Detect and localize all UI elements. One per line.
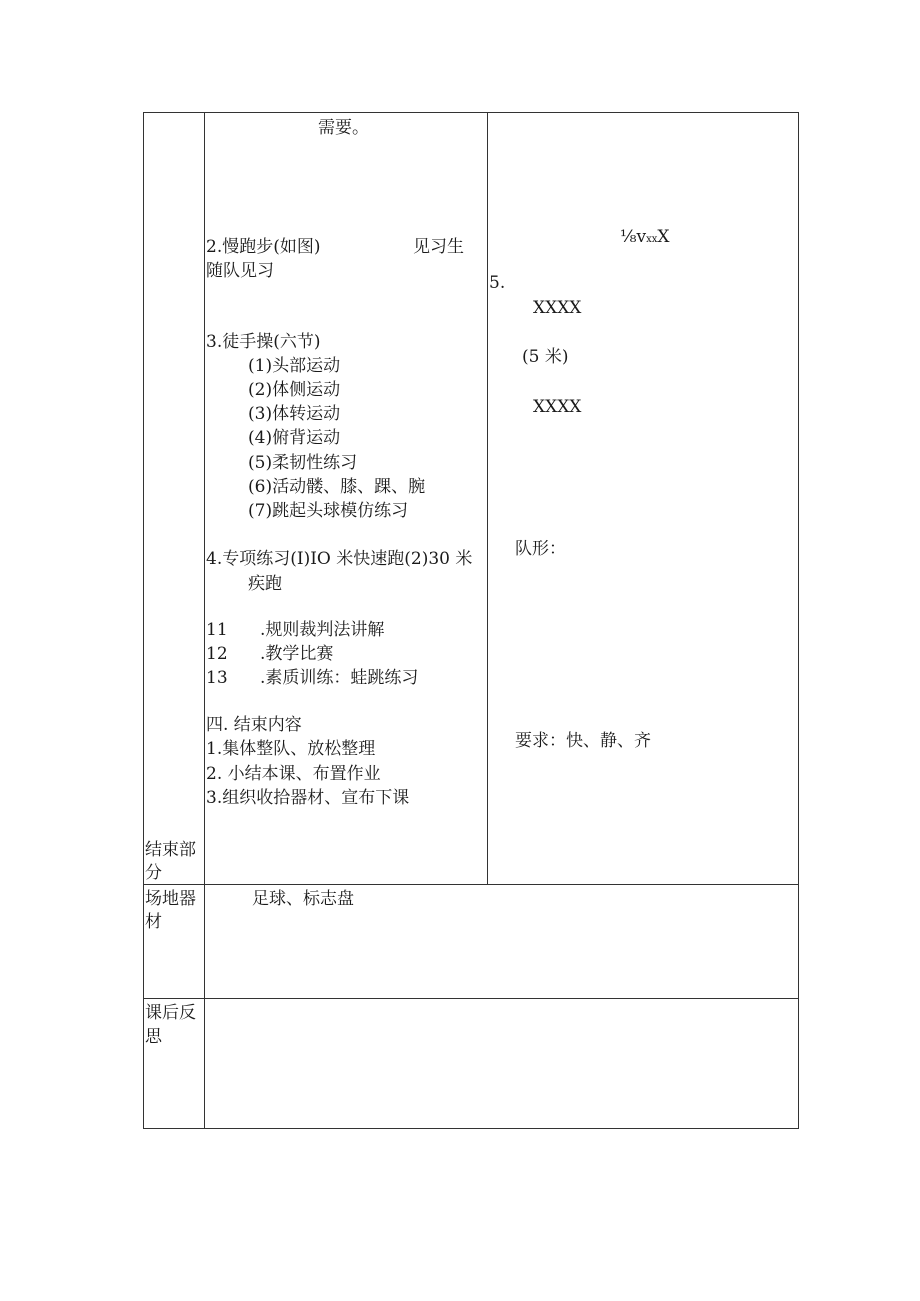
item-number: 13 xyxy=(206,668,228,688)
item-number: 11 xyxy=(206,620,228,640)
ending-content-item: 2. 小结本课、布置作业 xyxy=(206,764,381,784)
fitness-training: .素质训练：蛙跳练习 xyxy=(260,668,419,688)
requirement-text: 要求：快、静、齐 xyxy=(515,731,651,751)
table-right-border xyxy=(798,112,799,1129)
item-number: 12 xyxy=(206,644,228,664)
gymnastics-item: (7)跳起头球模仿练习 xyxy=(248,501,409,521)
venue-equipment-label: 场地器 xyxy=(145,889,196,909)
content-line-need: 需要。 xyxy=(318,118,369,138)
diagram-v: v xyxy=(636,227,647,247)
reflection-label-cont: 思 xyxy=(145,1027,162,1047)
gymnastics-item: (5)柔韧性练习 xyxy=(248,453,358,473)
formation-row: XXXX xyxy=(533,298,582,318)
diagram-fraction: ⅛ xyxy=(620,227,637,247)
reflection-label: 课后反 xyxy=(145,1003,196,1023)
formation-distance: (5 米) xyxy=(522,347,569,367)
label-column-divider xyxy=(204,112,205,1129)
ending-section-label-cont: 分 xyxy=(145,863,162,883)
row-divider-venue xyxy=(143,884,799,885)
ending-content-item: 1.集体整队、放松整理 xyxy=(206,739,376,759)
venue-equipment-value: 足球、标志盘 xyxy=(252,889,354,909)
gymnastics-item: (3)体转运动 xyxy=(248,404,341,424)
jog-observer-note: 见习生 xyxy=(413,237,464,257)
diagram-X: X xyxy=(657,227,670,247)
table-left-border xyxy=(143,112,144,1129)
diagram-x-sup: x xyxy=(651,234,658,245)
ending-content-item: 3.组织收拾器材、宣布下课 xyxy=(206,788,410,808)
table-bottom-border xyxy=(143,1128,799,1129)
special-practice-cont: 疾跑 xyxy=(248,574,282,594)
special-practice: 4.专项练习(I)IO 米快速跑(2)30 米 xyxy=(206,549,473,569)
gymnastics-title: 3.徒手操(六节) xyxy=(206,332,321,352)
formation-label: 队形： xyxy=(515,539,566,559)
gymnastics-item: (1)头部运动 xyxy=(248,356,341,376)
rules-explanation: .规则裁判法讲解 xyxy=(260,620,385,640)
gymnastics-item: (2)体侧运动 xyxy=(248,380,341,400)
ending-section-label: 结束部 xyxy=(145,840,196,860)
gymnastics-item: (6)活动髅、膝、踝、腕 xyxy=(248,477,426,497)
formation-row: XXXX xyxy=(533,397,582,417)
row-divider-reflection xyxy=(143,998,799,999)
ending-content-title: 四. 结束内容 xyxy=(206,715,302,735)
table-top-border xyxy=(143,112,799,113)
formation-number: 5. xyxy=(489,273,506,293)
gymnastics-item: (4)俯背运动 xyxy=(248,428,341,448)
venue-equipment-label-cont: 材 xyxy=(145,912,162,932)
jog-diagram xyxy=(620,226,669,251)
jog-observer-note-cont: 随队见习 xyxy=(206,261,274,281)
jog-item: 2.慢跑步(如图) xyxy=(206,237,321,257)
teaching-match: .教学比赛 xyxy=(260,644,334,664)
org-column-divider xyxy=(487,112,488,885)
diagram-x-sub: x xyxy=(646,234,652,245)
